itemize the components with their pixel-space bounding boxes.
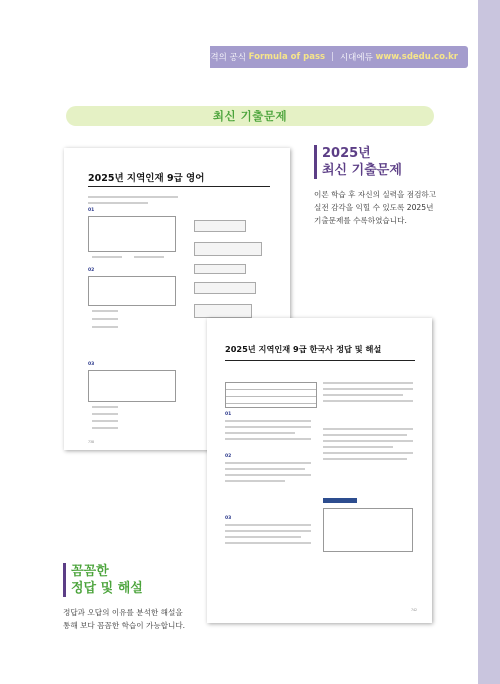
question-number: 03 <box>225 516 232 521</box>
feature-title-line1: 2025년 <box>322 146 371 161</box>
text-line <box>225 468 305 470</box>
text-line <box>323 428 413 430</box>
text-line <box>323 452 413 454</box>
page-footer: 738 <box>88 440 95 444</box>
description-line: 기출문제를 수록하였습니다. <box>314 216 407 225</box>
accent-bar <box>63 563 66 597</box>
header-prefix: 합격의 공식 <box>202 53 246 63</box>
section-title-pill <box>66 106 434 126</box>
text-line <box>323 446 393 448</box>
answer-grid <box>225 382 317 408</box>
description-line: 실전 감각을 익힐 수 있도록 2025년 <box>314 203 434 212</box>
text-line <box>88 196 178 198</box>
description-line: 이론 학습 후 자신의 실력을 점검하고 <box>314 190 437 199</box>
answer-page-title: 2025년 지역인재 9급 한국사 정답 및 해설 <box>225 344 382 354</box>
text-line <box>225 420 311 422</box>
choice-line <box>92 326 118 328</box>
choice-line <box>92 427 118 429</box>
header-url: www.sdedu.co.kr <box>375 52 458 62</box>
feature-title-line2: 정답 및 해설 <box>71 581 143 596</box>
text-line <box>225 438 311 440</box>
header-brand: 시대에듀 <box>339 53 373 63</box>
title-rule <box>88 186 270 187</box>
header-bar <box>202 46 468 68</box>
chat-bubble <box>194 264 246 274</box>
choice-line <box>92 413 118 415</box>
question-box <box>88 370 176 402</box>
text-line <box>323 394 403 396</box>
chat-bubble <box>194 220 246 232</box>
text-line <box>225 542 311 544</box>
feature-description <box>63 606 185 632</box>
choice-line <box>92 256 122 258</box>
text-line <box>225 426 311 428</box>
answer-page-preview <box>207 318 432 623</box>
exam-page-title: 2025년 지역인재 9급 영어 <box>88 173 205 184</box>
chat-bubble <box>194 242 262 256</box>
feature-description <box>314 188 436 227</box>
question-number: 03 <box>88 362 95 367</box>
text-line <box>225 524 311 526</box>
text-line <box>225 530 311 532</box>
title-rule <box>225 360 415 361</box>
header-tagline: Formula of pass <box>248 52 326 62</box>
text-line <box>225 480 285 482</box>
text-line <box>88 202 148 204</box>
header-separator: | <box>331 52 334 62</box>
text-line <box>323 434 407 436</box>
reference-tag <box>323 498 357 503</box>
question-box <box>88 276 176 306</box>
text-line <box>323 440 413 442</box>
question-number: 02 <box>225 454 232 459</box>
text-line <box>323 382 413 384</box>
chat-bubble <box>194 282 256 294</box>
description-line: 정답과 오답의 이유를 분석한 해설을 <box>63 608 183 617</box>
question-number: 01 <box>225 412 232 417</box>
choice-line <box>134 256 164 258</box>
text-line <box>225 536 301 538</box>
text-line <box>225 462 311 464</box>
reference-table <box>323 508 413 552</box>
text-line <box>225 432 295 434</box>
choice-line <box>92 310 118 312</box>
page-footer: 742 <box>411 608 418 612</box>
description-line: 통해 보다 꼼꼼한 학습이 가능합니다. <box>63 621 186 630</box>
chat-bubble <box>194 304 252 318</box>
accent-bar <box>314 145 317 179</box>
question-number: 01 <box>88 208 95 213</box>
text-line <box>323 388 413 390</box>
text-line <box>323 400 413 402</box>
feature-title-line2: 최신 기출문제 <box>322 163 402 178</box>
question-box <box>88 216 176 252</box>
choice-line <box>92 420 118 422</box>
side-strip <box>478 0 500 684</box>
text-line <box>225 474 311 476</box>
section-title: 최신 기출문제 <box>212 109 288 123</box>
choice-line <box>92 318 118 320</box>
choice-line <box>92 406 118 408</box>
feature-title-line1: 꼼꼼한 <box>71 564 109 579</box>
question-number: 02 <box>88 268 95 273</box>
text-line <box>323 458 407 460</box>
